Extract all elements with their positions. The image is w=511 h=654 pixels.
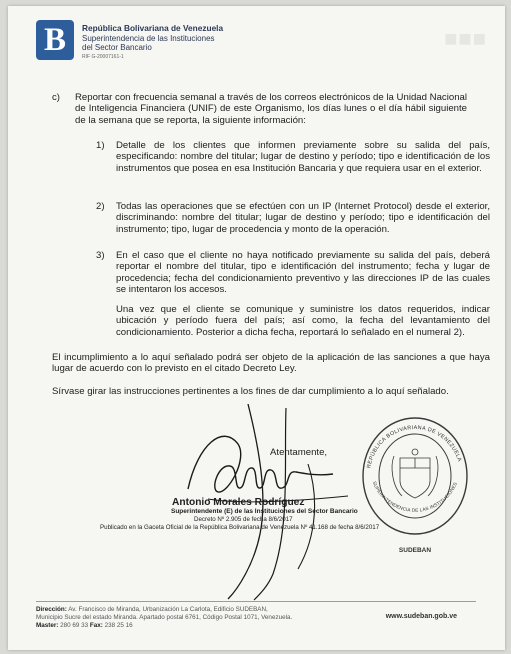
seal-center-label: SUDEBAN — [398, 547, 432, 554]
footer-address — [36, 606, 292, 630]
item-c-label: c) — [52, 92, 60, 103]
sub-item-2-text: Todas las operaciones que se efectúen con un IP (Internet Protocol) desde el exterior, discriminando: nombre del titular; lugar de destino y período; tipo e identificación del instrumento; tipo, lugar de procedencia y monto de la operación. — [116, 201, 490, 235]
seal-bottom-text: SUPERINTENDENCIA DE LAS INSTITUCIONES — [371, 480, 458, 513]
sub-item-3-number: 3) — [96, 250, 105, 261]
sub-item-2-number: 2) — [96, 201, 105, 212]
address-label: Dirección: — [36, 606, 67, 613]
sudeban-logo — [36, 20, 74, 60]
incumplimiento-paragraph: El incumplimiento a lo aquí señalado podrá ser objeto de la aplicación de las sanciones a que haya lugar de acuerdo con lo previsto en el citado Decreto Ley. — [52, 352, 490, 375]
fax-label: Fax: — [89, 622, 103, 629]
master-phone: 280 69 33 — [60, 622, 89, 629]
master-label: Master: — [36, 622, 59, 629]
decree-reference: Decreto Nº 2.905 de fecha 8/6/2017 — [194, 516, 293, 523]
fax-number: 238 25 16 — [104, 622, 133, 629]
gazette-reference: Publicado en la Gaceta Oficial de la República Bolivariana de Venezuela Nº 41.168 de fecha 8/6/2017 — [100, 524, 380, 531]
logo-letter: B — [43, 22, 66, 58]
sub-item-1-text: Detalle de los clientes que informen previamente sobre su salida del país, especificando: nombre del titular; lugar de destino y período; tipo e identificación de los instrumentos que posea en esa Institución Bancaria y que requiera usar en el exterior. — [116, 140, 490, 174]
org-line-1: República Bolivariana de Venezuela — [82, 23, 224, 33]
rif-number: RIF G-20007161-1 — [82, 53, 124, 60]
signer-title: Superintendente (E) de las Instituciones del Sector Bancario — [171, 508, 358, 515]
sub-item-1-number: 1) — [96, 140, 105, 151]
address-line-1: Av. Francisco de Miranda, Urbanización La Carlota, Edificio SUDEBAN, — [68, 606, 268, 613]
footer-divider — [36, 601, 476, 602]
official-seal — [360, 406, 470, 556]
address-line-2: Municipio Sucre del estado Miranda. Apartado postal 6761, Código Postal 1071, Venezuela. — [36, 614, 293, 621]
seal-top-text: REPÚBLICA BOLIVARIANA DE VENEZUELA — [366, 424, 463, 469]
followup-paragraph: Una vez que el cliente se comunique y suministre los datos requeridos, indicar ubicación y período fuera del país; así como, la fecha del levantamiento del condicionamiento. Posterior a dicha fecha, reportará lo señalado en el numeral 2). — [116, 304, 490, 338]
svg-text:SUPERINTENDENCIA DE LAS INSTIT — [360, 406, 458, 513]
coat-of-arms-icon — [392, 449, 438, 498]
sub-item-3-text: En el caso que el cliente no haya notificado previamente su salida del país, deberá reportar el nombre del titular, tipo e identificación del instrumento; fecha y lugar de procedencia; fecha del condicionamiento preventivo y las direcciones IP de las cuales se intentaron los accesos. — [116, 250, 490, 296]
letterhead — [36, 20, 336, 64]
letterhead-text — [82, 24, 223, 62]
signer-name: Antonio Morales Rodríguez — [172, 497, 305, 508]
website-link[interactable]: www.sudeban.gob.ve — [385, 613, 457, 620]
org-line-3: del Sector Bancario — [82, 43, 152, 52]
item-c-text: Reportar con frecuencia semanal a través de los correos electrónicos de la Unidad Nacional de Inteligencia Financiera (UNIF) de este Organismo, los días lunes o el día hábil siguiente de la semana que se reporta, la siguiente información: — [75, 92, 467, 126]
faded-watermark: ■■■ — [444, 26, 487, 51]
closing-salutation: Atentamente, — [270, 447, 328, 458]
org-line-2: Superintendencia de las Instituciones — [82, 33, 215, 43]
instrucciones-paragraph: Sírvase girar las instrucciones pertinentes a los fines de dar cumplimiento a lo aquí señalado. — [52, 386, 449, 397]
document-page — [8, 6, 505, 650]
